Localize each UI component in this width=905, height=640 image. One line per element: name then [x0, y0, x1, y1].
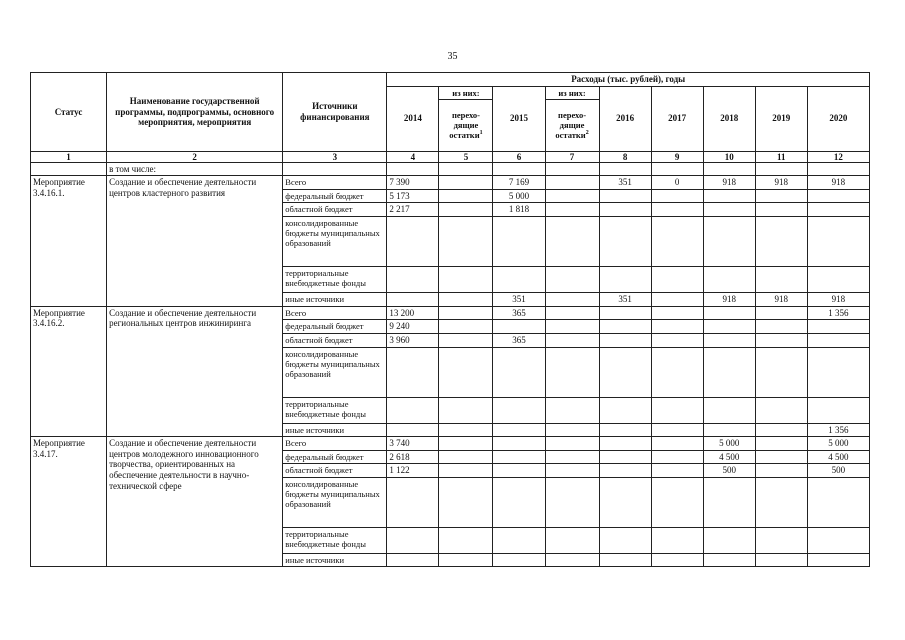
- amount-cell: [807, 397, 869, 423]
- funding-source: иные источники: [283, 553, 387, 566]
- amount-cell: [755, 189, 807, 203]
- amount-cell: [599, 320, 651, 334]
- amount-cell: 351: [599, 293, 651, 307]
- column-number: 10: [703, 151, 755, 162]
- amount-cell: 918: [703, 293, 755, 307]
- amount-cell: 9 240: [387, 320, 439, 334]
- amount-cell: 1 356: [807, 423, 869, 437]
- amount-cell: [755, 306, 807, 320]
- amount-cell: [807, 477, 869, 527]
- amount-cell: [439, 527, 493, 553]
- amount-cell: [545, 267, 599, 293]
- amount-cell: [755, 267, 807, 293]
- amount-cell: 500: [703, 464, 755, 478]
- funding-source: областной бюджет: [283, 333, 387, 347]
- amount-cell: 918: [807, 293, 869, 307]
- column-number: 9: [651, 151, 703, 162]
- measure-name: Создание и обеспечение деятельности центров кластерного развития: [107, 176, 283, 306]
- funding-source: территориальные внебюджетные фонды: [283, 267, 387, 293]
- amount-cell: 500: [807, 464, 869, 478]
- amount-cell: [807, 203, 869, 217]
- amount-cell: [599, 306, 651, 320]
- amount-cell: [807, 320, 869, 334]
- column-number: 1: [31, 151, 107, 162]
- funding-source: территориальные внебюджетные фонды: [283, 527, 387, 553]
- amount-cell: [651, 553, 703, 566]
- amount-cell: [545, 423, 599, 437]
- funding-source: иные источники: [283, 423, 387, 437]
- amount-cell: [703, 527, 755, 553]
- amount-cell: [599, 464, 651, 478]
- measure-name: Создание и обеспечение деятельности региональных центров инжиниринга: [107, 306, 283, 436]
- funding-source: федеральный бюджет: [283, 450, 387, 464]
- amount-cell: [651, 527, 703, 553]
- amount-cell: 918: [807, 176, 869, 190]
- amount-cell: [703, 553, 755, 566]
- amount-cell: [387, 347, 439, 397]
- amount-cell: [493, 527, 545, 553]
- amount-cell: [439, 176, 493, 190]
- amount-cell: [703, 397, 755, 423]
- amount-cell: 2 217: [387, 203, 439, 217]
- amount-cell: [545, 189, 599, 203]
- funding-source: иные источники: [283, 293, 387, 307]
- amount-cell: [703, 267, 755, 293]
- amount-cell: [387, 293, 439, 307]
- amount-cell: [755, 527, 807, 553]
- amount-cell: [651, 437, 703, 451]
- header-year-2015: 2015: [493, 86, 545, 151]
- amount-cell: 351: [599, 176, 651, 190]
- amount-cell: [439, 450, 493, 464]
- amount-cell: [439, 217, 493, 267]
- amount-cell: [493, 267, 545, 293]
- amount-cell: [651, 293, 703, 307]
- amount-cell: [387, 397, 439, 423]
- amount-cell: [439, 437, 493, 451]
- amount-cell: [807, 267, 869, 293]
- table-row: [31, 306, 870, 320]
- table-row: [31, 437, 870, 451]
- amount-cell: [545, 306, 599, 320]
- amount-cell: [545, 347, 599, 397]
- amount-cell: 351: [493, 293, 545, 307]
- header-expenses: Расходы (тыс. рублей), годы: [387, 73, 870, 87]
- amount-cell: [703, 203, 755, 217]
- amount-cell: [599, 217, 651, 267]
- amount-cell: [703, 477, 755, 527]
- funding-source: федеральный бюджет: [283, 189, 387, 203]
- amount-cell: [651, 347, 703, 397]
- measure-name: Создание и обеспечение деятельности центров молодежного инновационного творчества, ориентированных на обеспечение деятельности в научно-технической сфере: [107, 437, 283, 567]
- amount-cell: [439, 320, 493, 334]
- amount-cell: [493, 464, 545, 478]
- measure-status: Мероприятие 3.4.16.1.: [31, 176, 107, 306]
- amount-cell: [599, 189, 651, 203]
- amount-cell: [651, 423, 703, 437]
- amount-cell: [599, 267, 651, 293]
- header-year-2014: 2014: [387, 86, 439, 151]
- amount-cell: [651, 189, 703, 203]
- amount-cell: [807, 527, 869, 553]
- amount-cell: [439, 203, 493, 217]
- column-number: 12: [807, 151, 869, 162]
- amount-cell: [703, 333, 755, 347]
- funding-source: консолидированные бюджеты муниципальных образований: [283, 477, 387, 527]
- amount-cell: [493, 423, 545, 437]
- amount-cell: [807, 553, 869, 566]
- header-year-2019: 2019: [755, 86, 807, 151]
- including-label: в том числе:: [107, 162, 283, 176]
- amount-cell: [703, 423, 755, 437]
- amount-cell: [807, 189, 869, 203]
- amount-cell: [651, 306, 703, 320]
- amount-cell: [651, 477, 703, 527]
- amount-cell: [545, 477, 599, 527]
- amount-cell: 3 960: [387, 333, 439, 347]
- amount-cell: 5 000: [493, 189, 545, 203]
- amount-cell: [703, 320, 755, 334]
- amount-cell: [545, 217, 599, 267]
- column-number: 8: [599, 151, 651, 162]
- amount-cell: [755, 477, 807, 527]
- amount-cell: [599, 333, 651, 347]
- amount-cell: 4 500: [807, 450, 869, 464]
- column-number: 2: [107, 151, 283, 162]
- amount-cell: [755, 203, 807, 217]
- amount-cell: 918: [755, 293, 807, 307]
- amount-cell: [439, 397, 493, 423]
- amount-cell: [807, 347, 869, 397]
- amount-cell: [439, 333, 493, 347]
- amount-cell: [493, 397, 545, 423]
- funding-source: консолидированные бюджеты муниципальных образований: [283, 217, 387, 267]
- amount-cell: [651, 397, 703, 423]
- amount-cell: [599, 203, 651, 217]
- amount-cell: 5 000: [703, 437, 755, 451]
- amount-cell: [755, 450, 807, 464]
- amount-cell: [493, 450, 545, 464]
- amount-cell: [545, 437, 599, 451]
- amount-cell: [545, 464, 599, 478]
- funding-source: областной бюджет: [283, 203, 387, 217]
- amount-cell: [703, 306, 755, 320]
- column-number-row: [31, 151, 870, 162]
- header-status: Статус: [31, 73, 107, 152]
- funding-source: Всего: [283, 306, 387, 320]
- amount-cell: 7 169: [493, 176, 545, 190]
- amount-cell: 918: [703, 176, 755, 190]
- amount-cell: 1 356: [807, 306, 869, 320]
- amount-cell: [545, 293, 599, 307]
- amount-cell: [545, 333, 599, 347]
- funding-source: Всего: [283, 176, 387, 190]
- amount-cell: [599, 527, 651, 553]
- column-number: 3: [283, 151, 387, 162]
- amount-cell: 3 740: [387, 437, 439, 451]
- amount-cell: 918: [755, 176, 807, 190]
- column-number: 6: [493, 151, 545, 162]
- amount-cell: 2 618: [387, 450, 439, 464]
- amount-cell: [651, 450, 703, 464]
- funding-source: областной бюджет: [283, 464, 387, 478]
- amount-cell: [599, 477, 651, 527]
- amount-cell: 1 122: [387, 464, 439, 478]
- amount-cell: [439, 189, 493, 203]
- amount-cell: 1 818: [493, 203, 545, 217]
- funding-source: территориальные внебюджетные фонды: [283, 397, 387, 423]
- funding-source: консолидированные бюджеты муниципальных образований: [283, 347, 387, 397]
- amount-cell: [545, 397, 599, 423]
- amount-cell: [493, 347, 545, 397]
- amount-cell: [545, 320, 599, 334]
- amount-cell: [755, 553, 807, 566]
- amount-cell: [703, 347, 755, 397]
- amount-cell: [651, 333, 703, 347]
- amount-cell: [493, 553, 545, 566]
- amount-cell: [439, 477, 493, 527]
- amount-cell: [599, 397, 651, 423]
- funding-source: Всего: [283, 437, 387, 451]
- table-row: [31, 176, 870, 190]
- amount-cell: [807, 333, 869, 347]
- funding-source: федеральный бюджет: [283, 320, 387, 334]
- header-year-2016: 2016: [599, 86, 651, 151]
- column-number: 11: [755, 151, 807, 162]
- amount-cell: 365: [493, 333, 545, 347]
- amount-cell: [599, 423, 651, 437]
- amount-cell: [439, 267, 493, 293]
- column-number: 5: [439, 151, 493, 162]
- amount-cell: [545, 553, 599, 566]
- amount-cell: [493, 437, 545, 451]
- amount-cell: 4 500: [703, 450, 755, 464]
- amount-cell: [387, 267, 439, 293]
- header-year-2017: 2017: [651, 86, 703, 151]
- amount-cell: 5 000: [807, 437, 869, 451]
- header-of-them-2: из них:: [545, 86, 599, 99]
- amount-cell: 0: [651, 176, 703, 190]
- amount-cell: 365: [493, 306, 545, 320]
- measure-status: Мероприятие 3.4.16.2.: [31, 306, 107, 436]
- amount-cell: [439, 306, 493, 320]
- amount-cell: [755, 217, 807, 267]
- amount-cell: [387, 527, 439, 553]
- amount-cell: [599, 437, 651, 451]
- header-sources: Источники финансирования: [283, 73, 387, 152]
- amount-cell: 13 200: [387, 306, 439, 320]
- amount-cell: [755, 320, 807, 334]
- amount-cell: [703, 217, 755, 267]
- amount-cell: [493, 320, 545, 334]
- amount-cell: [387, 553, 439, 566]
- header-of-them-1: из них:: [439, 86, 493, 99]
- amount-cell: [439, 464, 493, 478]
- amount-cell: [545, 203, 599, 217]
- amount-cell: [439, 293, 493, 307]
- amount-cell: [755, 347, 807, 397]
- amount-cell: [545, 176, 599, 190]
- amount-cell: [387, 477, 439, 527]
- budget-table: [30, 72, 870, 567]
- amount-cell: [493, 217, 545, 267]
- measure-status: Мероприятие 3.4.17.: [31, 437, 107, 567]
- page-number: 35: [447, 51, 458, 62]
- column-number: 4: [387, 151, 439, 162]
- amount-cell: [387, 217, 439, 267]
- amount-cell: [651, 320, 703, 334]
- header-carry-1: перехо-дящие остатки$^1$: [439, 99, 493, 151]
- amount-cell: [599, 347, 651, 397]
- amount-cell: [493, 477, 545, 527]
- amount-cell: 5 173: [387, 189, 439, 203]
- amount-cell: [755, 464, 807, 478]
- amount-cell: [651, 217, 703, 267]
- amount-cell: [545, 527, 599, 553]
- amount-cell: [387, 423, 439, 437]
- amount-cell: [599, 450, 651, 464]
- header-name: Наименование государственной программы, подпрограммы, основного мероприятия, мероприятия: [107, 73, 283, 152]
- column-number: 7: [545, 151, 599, 162]
- amount-cell: [651, 267, 703, 293]
- including-row: [31, 162, 870, 176]
- amount-cell: [703, 189, 755, 203]
- amount-cell: [651, 464, 703, 478]
- amount-cell: [599, 553, 651, 566]
- amount-cell: [755, 437, 807, 451]
- amount-cell: [755, 423, 807, 437]
- amount-cell: 7 390: [387, 176, 439, 190]
- header-carry-2: перехо-дящие остатки$^2$: [545, 99, 599, 151]
- header-year-2020: 2020: [807, 86, 869, 151]
- amount-cell: [651, 203, 703, 217]
- amount-cell: [807, 217, 869, 267]
- amount-cell: [439, 423, 493, 437]
- amount-cell: [755, 397, 807, 423]
- amount-cell: [545, 450, 599, 464]
- amount-cell: [439, 553, 493, 566]
- amount-cell: [755, 333, 807, 347]
- amount-cell: [439, 347, 493, 397]
- header-year-2018: 2018: [703, 86, 755, 151]
